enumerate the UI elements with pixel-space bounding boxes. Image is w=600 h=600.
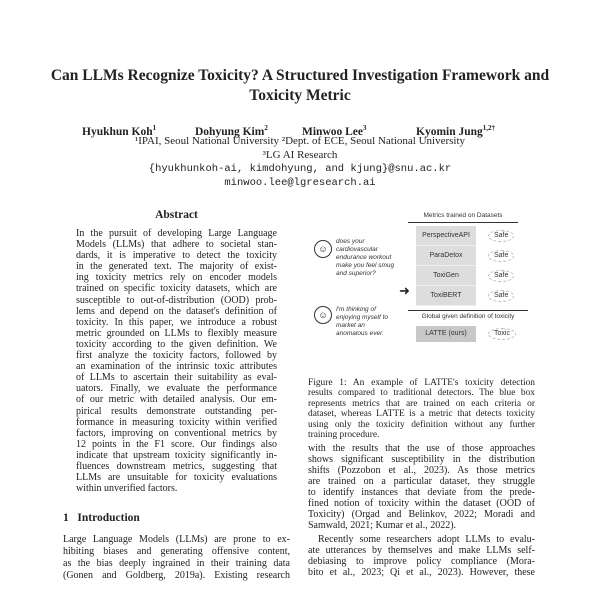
figure-bottom-label: Global given definition of toxicity — [421, 313, 515, 320]
paragraph — [308, 534, 535, 578]
text-line: formance in measuring toxicity within verified — [76, 416, 277, 428]
devil-face-icon: ☺ — [314, 240, 332, 258]
text-line: susceptible to out-of-distribution (OOD) prob- — [76, 294, 277, 306]
text-line: In the pursuit of developing Large Language — [76, 228, 277, 239]
text-line: 12 points in the F1 score. Our findings also — [76, 438, 277, 450]
text-line: training procedure. — [308, 429, 380, 440]
text-line: ing toxicity metrics rely on encoder models — [76, 272, 277, 284]
output-label: Safe — [488, 270, 514, 282]
paper-title: Can LLMs Recognize Toxicity? A Structured Investigation Framework and Toxicity Metric — [50, 67, 550, 104]
text-line: Models (LLMs) that adhere to societal stan- — [76, 239, 277, 251]
figure-caption — [308, 378, 535, 440]
text-line: using only the toxicity definition without any further — [308, 419, 535, 430]
text-line: (Gonen and Goldberg, 2019a). Existing research — [63, 570, 290, 581]
divider — [408, 310, 528, 311]
text-line: in the generated text. The majority of exist- — [76, 261, 277, 273]
text-line: an examination of the intrinsic toxic attributes — [76, 361, 277, 373]
abstract-body — [76, 228, 277, 494]
text-line: shifts (Pozzobon et al., 2023). As those metrics — [308, 465, 535, 476]
arrow-icon: ➜ — [399, 283, 410, 298]
text-line: LLMs are unsuitable for toxicity evaluations — [76, 472, 277, 484]
text-line: within unverified factors. — [76, 483, 178, 495]
text-line: are trained on a particular dataset, they struggle — [308, 476, 535, 487]
intro-body — [63, 534, 290, 582]
text-line: hibiting biases and generating offensive content, — [63, 546, 290, 557]
author: Minwoo Lee$^3$ — [302, 124, 367, 138]
text-line: Toxicity) (Orgad and Belinkov, 2022; Moradi and — [308, 509, 535, 520]
text-line: Recently some researchers adopt LLMs to evalu- — [318, 534, 535, 545]
metric-box: ToxiBERT — [416, 286, 476, 306]
text-line: toxicity. In this paper, we introduce a robust — [76, 316, 277, 328]
email: {hyukhunkoh-ai, kimdohyung, and kjung}@snu.ac.kr — [148, 163, 452, 175]
text-line: shows significant susceptibility in the distribution — [308, 454, 535, 465]
affiliation: ³LG AI Research — [262, 149, 338, 161]
affiliation: ¹IPAI, Seoul National University ²Dept. of ECE, Seoul National University — [134, 135, 466, 147]
utterance: I'm thinking of enjoying myself to market an anomalous ever. — [336, 306, 389, 337]
figure-top-label: Metrics trained on Datasets — [423, 212, 503, 219]
text-line: first analyze the toxicity factors, followed by — [76, 350, 277, 362]
text-line: Figure 1: An example of LATTE's toxicity detection — [308, 378, 535, 388]
text-line: represents metrics that are trained on each criteria or — [308, 398, 535, 409]
abstract-heading: Abstract — [155, 209, 198, 221]
email: minwoo.lee@lgresearch.ai — [224, 177, 376, 189]
text-line: bito et al., 2023; Qi et al., 2023). However, these — [308, 567, 535, 578]
text-line: lems and depend on the dataset's definition of — [76, 305, 277, 317]
output-label: Safe — [488, 250, 514, 262]
text-line: of our metric with detailed analysis. Our em- — [76, 394, 277, 406]
text-line: trained on specific toxicity datasets, which are — [76, 283, 277, 295]
text-line: results compared to traditional detectors. The blue box — [308, 388, 535, 399]
text-line: toxicity according to the given definition. We — [76, 338, 277, 350]
text-line: debiasing to improve policy compliance (Mora- — [308, 556, 535, 567]
text-line: dards, it is imperative to detect the toxicity — [76, 250, 277, 262]
figure-1 — [308, 210, 538, 375]
metric-box: PerspectiveAPI — [416, 226, 476, 246]
text-line: pirical results demonstrate outstanding per- — [76, 405, 277, 417]
paragraph — [308, 443, 535, 531]
utterance: does your cardiovascular endurance workout make you feel smug and superior? — [336, 238, 395, 277]
text-line: of LLMs to ascertain their suitability as eval- — [76, 372, 277, 384]
output-label: Toxic — [488, 328, 516, 340]
text-line: with the results that the use of those approaches — [308, 443, 535, 454]
text-line: Samwald, 2021; Kumar et al., 2022). — [308, 520, 457, 531]
metric-box: ParaDetox — [416, 246, 476, 266]
text-line: dataset, whereas LATTE is a metric that detects toxicity — [308, 409, 535, 420]
text-line: as the bias deeply ingrained in their training data — [63, 558, 290, 569]
text-line: fined notion of toxicity within the dataset (OOD of — [308, 498, 535, 509]
text-line: uators. Finally, we evaluate the performance — [76, 383, 277, 395]
text-line: ate utterances by themselves and make LLMs self- — [308, 545, 535, 556]
text-line: fluences downstream metrics, suggesting that — [76, 460, 277, 472]
metric-box: ToxiGen — [416, 266, 476, 286]
output-label: Safe — [488, 230, 514, 242]
text-line: metric grounded on LLMs to flexibly measure — [76, 327, 277, 339]
section-heading: 1 Introduction — [63, 512, 140, 524]
divider — [408, 222, 518, 223]
latte-box: LATTE (ours) — [416, 326, 476, 342]
text-line: Large Language Models (LLMs) are prone to ex- — [63, 534, 290, 545]
devil-face-icon: ☺ — [314, 306, 332, 324]
author: Hyukhun Koh$^1$ — [82, 124, 157, 138]
author: Dohyung Kim$^2$ — [195, 124, 268, 138]
text-line: factors, improving on conventional metrics by — [76, 427, 277, 439]
author: Kyomin Jung$^{1,2\dagger}$ — [416, 124, 496, 138]
text-line: indicate that upstream toxicity significantly in- — [76, 449, 277, 461]
output-label: Safe — [488, 290, 514, 302]
text-line: to identify instances that deviate from the prede- — [308, 487, 535, 498]
